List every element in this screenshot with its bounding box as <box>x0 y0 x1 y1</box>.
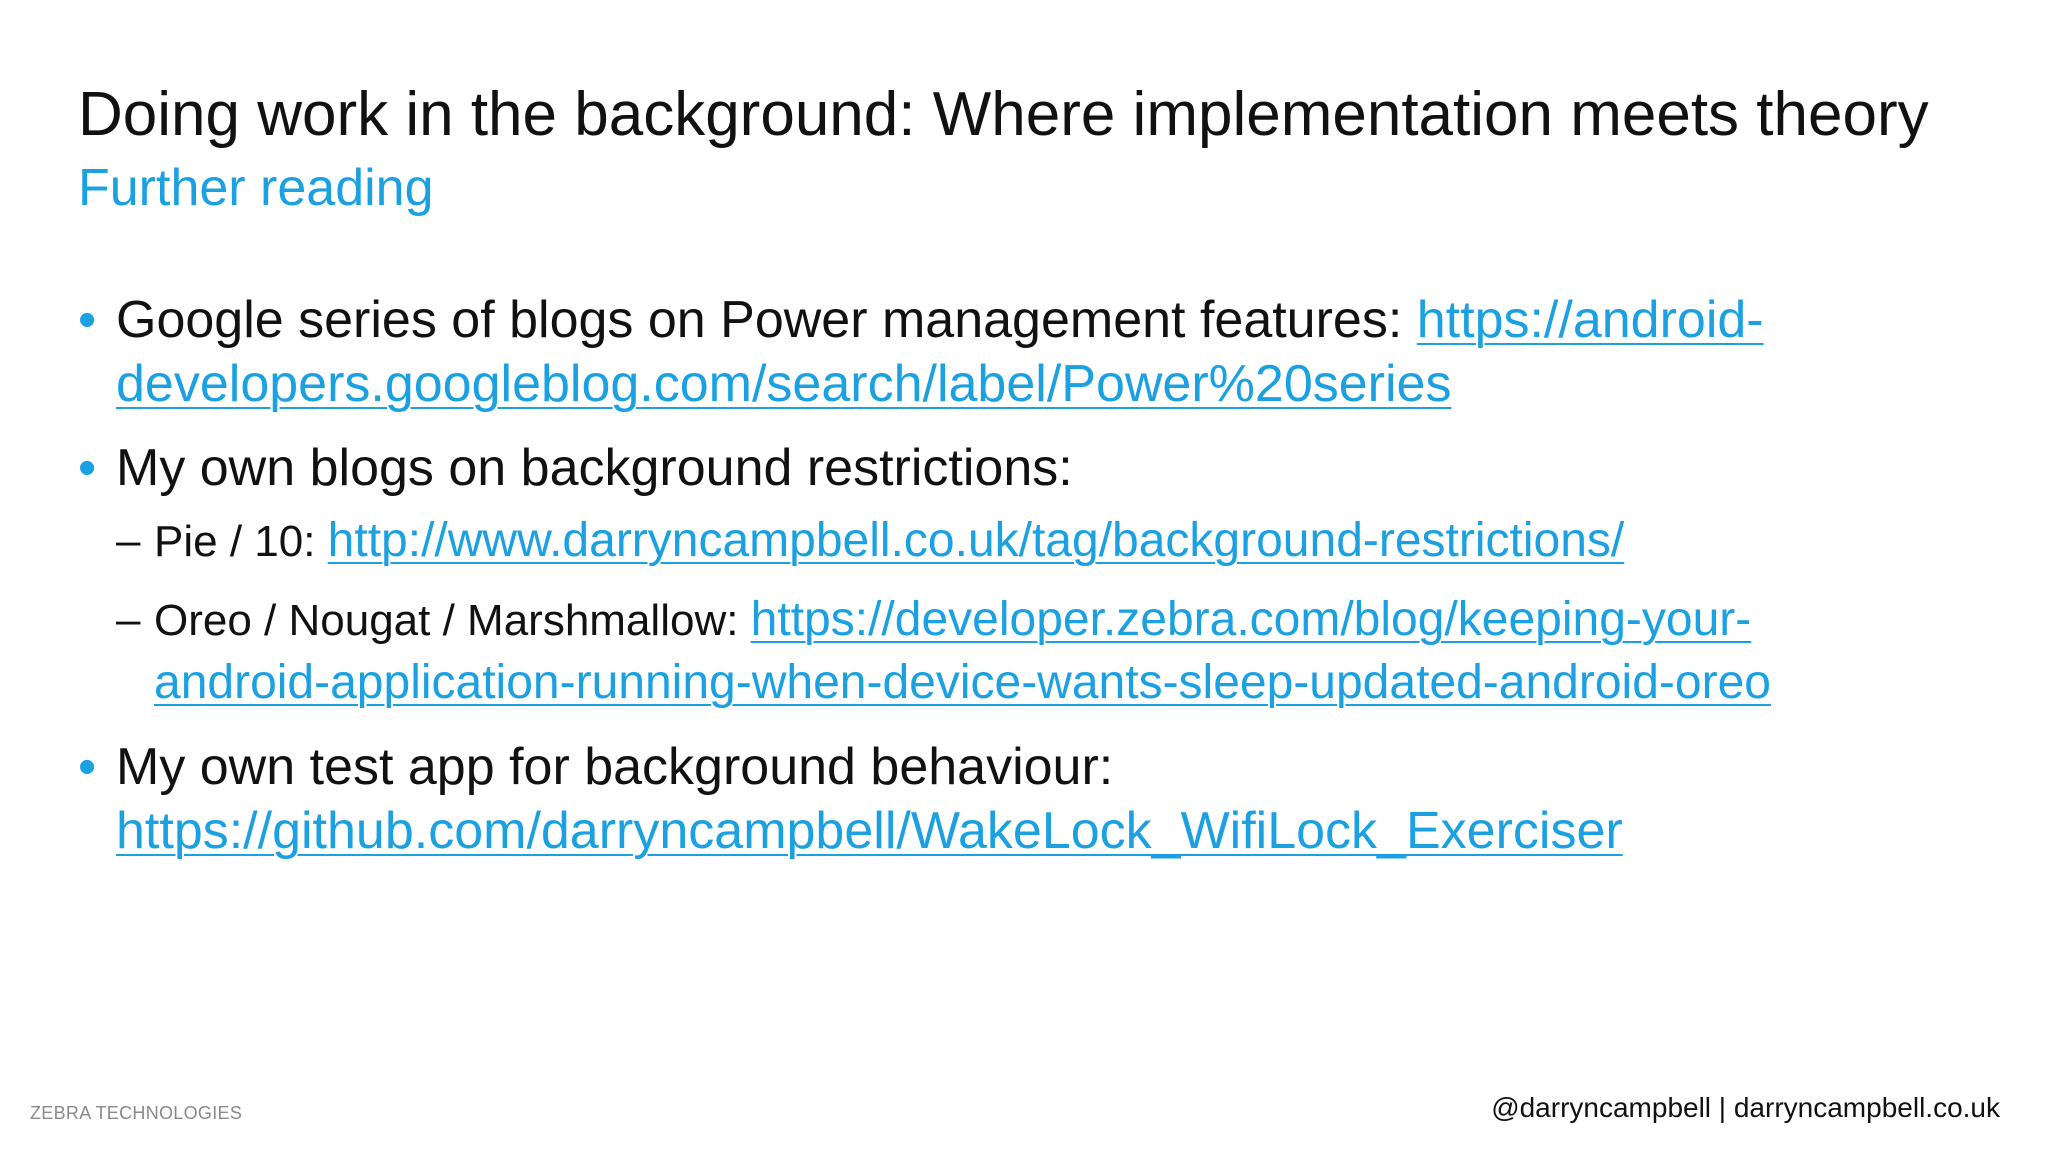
bullet-icon: • <box>78 439 97 497</box>
power-series-link-continued[interactable]: developers.googleblog.com/search/label/Power%20series <box>116 355 1452 413</box>
zebra-blog-link[interactable]: https://developer.zebra.com/blog/keeping-your- <box>750 593 1752 646</box>
bullet-item-own-blogs <box>78 436 1978 500</box>
github-exerciser-link[interactable]: https://github.com/darryncampbell/WakeLock_WifiLock_Exerciser <box>116 802 1623 860</box>
dash-icon: – <box>116 516 141 565</box>
bullet-text: My own blogs on background restrictions: <box>116 439 1073 497</box>
bullet-text: My own test app for background behaviour: <box>116 738 1114 796</box>
bullet-text: Google series of blogs on Power management features: <box>116 291 1417 349</box>
author-footer: @darryncampbell | darryncampbell.co.uk <box>1491 1092 2000 1123</box>
company-footer: ZEBRA TECHNOLOGIES <box>30 1103 243 1123</box>
bullet-icon: • <box>78 738 97 796</box>
bullet-item-test-app <box>78 735 1978 863</box>
dash-icon: – <box>116 595 141 644</box>
subitem-text: Oreo / Nougat / Marshmallow: <box>154 596 751 645</box>
subitem-oreo-nougat <box>78 589 1978 715</box>
bullet-item-power-blogs <box>78 288 1978 416</box>
slide-title: Doing work in the background: Where implementation meets theory <box>78 80 1929 149</box>
subitem-text: Pie / 10: <box>154 517 328 566</box>
slide-subtitle: Further reading <box>78 159 434 217</box>
zebra-blog-link-continued[interactable]: android-application-running-when-device-wants-sleep-updated-android-oreo <box>154 656 1771 709</box>
background-restrictions-link[interactable]: http://www.darryncampbell.co.uk/tag/background-restrictions/ <box>327 514 1625 567</box>
bullet-icon: • <box>78 291 97 349</box>
subitem-pie-10 <box>78 510 1978 573</box>
power-series-link[interactable]: https://android- <box>1416 291 1764 349</box>
bullet-list <box>78 288 1978 883</box>
